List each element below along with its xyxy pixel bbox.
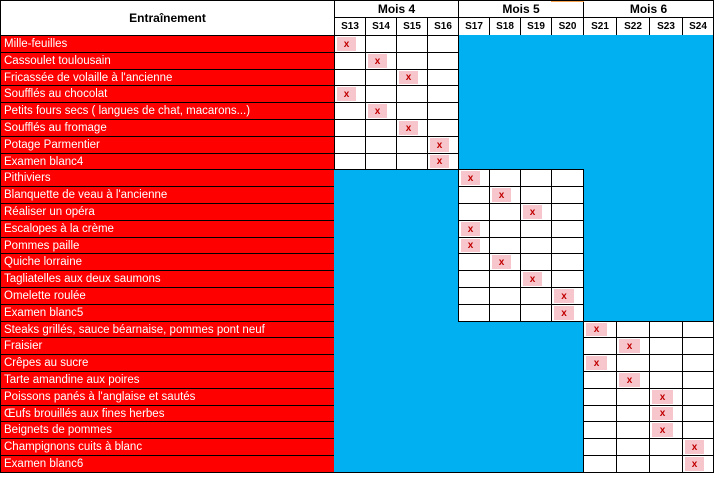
task-label[interactable]: Soufflés au fromage [0, 119, 335, 137]
task-label[interactable]: Tagliatelles aux deux saumons [0, 270, 335, 288]
grid-cell[interactable] [458, 253, 490, 271]
schedule-mark[interactable]: x [368, 54, 387, 68]
grid-cell[interactable] [583, 438, 617, 456]
task-label[interactable]: Crêpes au sucre [0, 354, 335, 372]
week-header-s21: S21 [583, 17, 617, 36]
task-label[interactable]: Quiche lorraine [0, 253, 335, 271]
grid-cell[interactable] [649, 354, 683, 372]
task-label[interactable]: Blanquette de veau à l'ancienne [0, 186, 335, 204]
grid-cell[interactable] [649, 337, 683, 355]
grid-cell[interactable] [458, 304, 490, 322]
task-label[interactable]: Omelette roulée [0, 287, 335, 305]
task-label[interactable]: Beignets de pommes [0, 421, 335, 439]
grid-cell[interactable] [583, 388, 617, 406]
grid-cell[interactable] [682, 388, 714, 406]
week-header-s13: S13 [334, 17, 366, 36]
grid-cell[interactable] [649, 438, 683, 456]
grid-cell[interactable] [489, 304, 521, 322]
grid-cell[interactable] [551, 186, 584, 204]
task-label[interactable]: Examen blanc4 [0, 153, 335, 170]
grid-cell[interactable] [489, 203, 521, 221]
grid-cell[interactable] [458, 287, 490, 305]
task-label[interactable]: Réaliser un opéra [0, 203, 335, 221]
schedule-mark[interactable]: x [652, 407, 673, 420]
week-header-s20: S20 [551, 17, 584, 36]
grid-cell[interactable] [489, 287, 521, 305]
schedule-mark[interactable]: x [619, 339, 640, 353]
grid-cell[interactable] [649, 455, 683, 473]
week-header-s18: S18 [489, 17, 521, 36]
grid-cell[interactable] [396, 35, 428, 53]
task-label[interactable]: Escalopes à la crème [0, 220, 335, 238]
grid-cell[interactable] [396, 85, 428, 103]
task-label[interactable]: Petits fours secs ( langues de chat, macarons...) [0, 102, 335, 120]
grid-cell[interactable] [334, 136, 366, 154]
grid-cell[interactable] [551, 169, 584, 187]
grid-cell[interactable] [616, 321, 650, 338]
task-label[interactable]: Examen blanc6 [0, 455, 335, 473]
grid-cell[interactable] [551, 237, 584, 254]
week-header-s24: S24 [682, 17, 714, 36]
grid-cell[interactable] [520, 237, 552, 254]
grid-cell[interactable] [520, 287, 552, 305]
schedule-mark[interactable]: x [652, 390, 673, 404]
grid-cell[interactable] [583, 337, 617, 355]
grid-cell[interactable] [583, 371, 617, 389]
task-label[interactable]: Pommes paille [0, 237, 335, 254]
task-label[interactable]: Fraisier [0, 337, 335, 355]
grid-cell[interactable] [334, 69, 366, 86]
grid-cell[interactable] [489, 169, 521, 187]
grid-cell[interactable] [489, 237, 521, 254]
task-label[interactable]: Champignons cuits à blanc [0, 438, 335, 456]
grid-cell[interactable] [520, 220, 552, 238]
grid-cell[interactable] [458, 203, 490, 221]
grid-cell[interactable] [520, 253, 552, 271]
grid-cell[interactable] [365, 69, 397, 86]
schedule-mark[interactable]: x [685, 440, 704, 454]
week-header-s22: S22 [616, 17, 650, 36]
schedule-mark[interactable]: x [554, 306, 574, 320]
grid-cell[interactable] [427, 119, 459, 137]
grid-cell[interactable] [334, 119, 366, 137]
grid-cell[interactable] [396, 52, 428, 70]
grid-cell[interactable] [427, 85, 459, 103]
grid-cell[interactable] [396, 102, 428, 120]
grid-cell[interactable] [551, 253, 584, 271]
grid-cell[interactable] [334, 102, 366, 120]
schedule-mark[interactable]: x [492, 188, 511, 202]
task-label[interactable]: Steaks grillés, sauce béarnaise, pommes pont neuf [0, 321, 335, 338]
task-label[interactable]: Tarte amandine aux poires [0, 371, 335, 389]
schedule-mark[interactable]: x [461, 171, 480, 185]
schedule-mark[interactable]: x [399, 71, 418, 84]
grid-cell[interactable] [682, 337, 714, 355]
grid-cell[interactable] [427, 52, 459, 70]
grid-cell[interactable] [427, 35, 459, 53]
month-header: Mois 6 [583, 0, 714, 18]
task-label[interactable]: Cassoulet toulousain [0, 52, 335, 70]
grid-cell[interactable] [365, 136, 397, 154]
grid-cell[interactable] [396, 153, 428, 170]
grid-cell[interactable] [427, 102, 459, 120]
task-label[interactable]: Œufs brouillés aux fines herbes [0, 405, 335, 422]
grid-cell[interactable] [682, 354, 714, 372]
grid-cell[interactable] [583, 455, 617, 473]
week-header-s17: S17 [458, 17, 490, 36]
schedule-mark[interactable]: x [586, 323, 607, 336]
grid-cell[interactable] [583, 405, 617, 422]
grid-cell[interactable] [520, 186, 552, 204]
grid-cell[interactable] [334, 153, 366, 170]
task-label[interactable]: Soufflés au chocolat [0, 85, 335, 103]
grid-cell[interactable] [682, 421, 714, 439]
week-header-s16: S16 [427, 17, 459, 36]
schedule-mark[interactable]: x [337, 37, 356, 51]
grid-cell[interactable] [649, 321, 683, 338]
grid-cell[interactable] [334, 52, 366, 70]
task-label[interactable]: Examen blanc5 [0, 304, 335, 322]
grid-cell[interactable] [616, 354, 650, 372]
schedule-mark[interactable]: x [619, 373, 640, 387]
schedule-mark[interactable]: x [461, 239, 480, 252]
grid-cell[interactable] [520, 169, 552, 187]
schedule-mark[interactable]: x [399, 121, 418, 135]
grid-cell[interactable] [489, 220, 521, 238]
schedule-mark[interactable]: x [554, 289, 574, 303]
task-label[interactable]: Potage Parmentier [0, 136, 335, 154]
task-label[interactable]: Poissons panés à l'anglaise et sautés [0, 388, 335, 406]
schedule-mark[interactable]: x [337, 87, 356, 101]
schedule-mark[interactable]: x [652, 423, 673, 437]
grid-cell[interactable] [616, 405, 650, 422]
grid-cell[interactable] [682, 371, 714, 389]
grid-cell[interactable] [616, 388, 650, 406]
schedule-mark[interactable]: x [492, 255, 511, 269]
grid-cell[interactable] [396, 136, 428, 154]
grid-cell[interactable] [649, 371, 683, 389]
grid-cell[interactable] [551, 203, 584, 221]
week-header-s14: S14 [365, 17, 397, 36]
grid-cell[interactable] [365, 35, 397, 53]
week-header-s23: S23 [649, 17, 683, 36]
grid-cell[interactable] [365, 153, 397, 170]
schedule-mark[interactable]: x [523, 272, 542, 286]
month-header: Mois 4 [334, 0, 459, 18]
header-title: Entraînement [0, 0, 335, 36]
schedule-mark[interactable]: x [368, 104, 387, 118]
header-accent [551, 0, 584, 2]
grid-cell[interactable] [583, 421, 617, 439]
grid-cell[interactable] [458, 186, 490, 204]
grid-cell[interactable] [365, 85, 397, 103]
grid-cell[interactable] [427, 69, 459, 86]
task-label[interactable]: Pithiviers [0, 169, 335, 187]
grid-cell[interactable] [520, 304, 552, 322]
grid-cell[interactable] [551, 270, 584, 288]
grid-cell[interactable] [616, 421, 650, 439]
grid-cell[interactable] [616, 438, 650, 456]
grid-cell[interactable] [682, 321, 714, 338]
week-header-s15: S15 [396, 17, 428, 36]
grid-cell[interactable] [682, 405, 714, 422]
grid-cell[interactable] [551, 220, 584, 238]
schedule-mark[interactable]: x [586, 356, 607, 370]
grid-cell[interactable] [458, 270, 490, 288]
schedule-mark[interactable]: x [430, 138, 449, 152]
grid-cell[interactable] [616, 455, 650, 473]
schedule-mark[interactable]: x [430, 155, 449, 168]
task-label[interactable]: Fricassée de volaille à l'ancienne [0, 69, 335, 86]
week-header-s19: S19 [520, 17, 552, 36]
task-label[interactable]: Mille-feuilles [0, 35, 335, 53]
schedule-mark[interactable]: x [685, 457, 704, 471]
grid-cell[interactable] [365, 119, 397, 137]
schedule-mark[interactable]: x [523, 205, 542, 219]
month-header: Mois 5 [458, 0, 584, 18]
grid-cell[interactable] [489, 270, 521, 288]
schedule-mark[interactable]: x [461, 222, 480, 236]
